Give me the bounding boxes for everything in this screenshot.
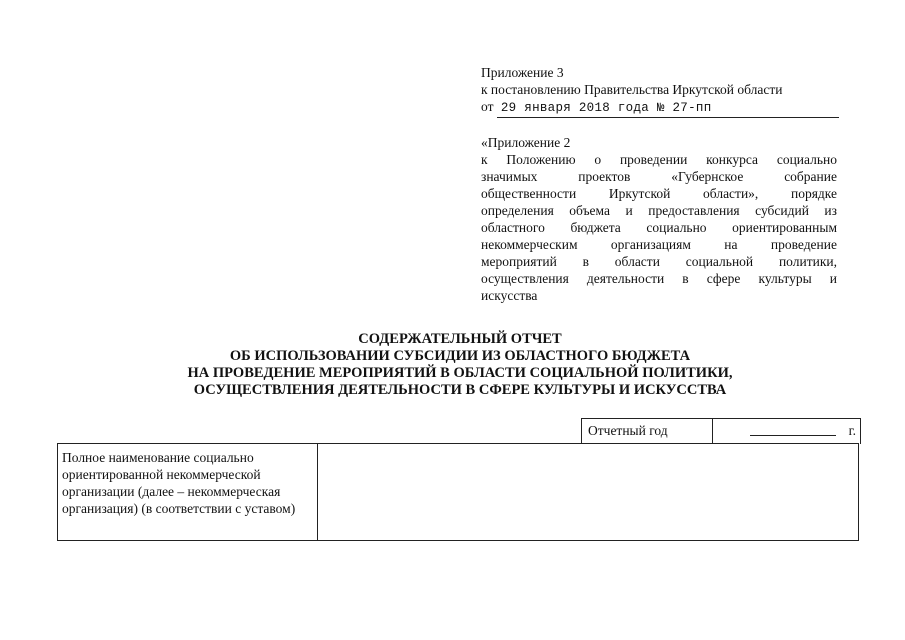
appendix3-title: Приложение 3 <box>481 65 564 80</box>
appendix2-line: общественности Иркутской области», порядке <box>481 186 837 201</box>
spacer <box>481 117 837 134</box>
report-year-row <box>581 418 861 444</box>
report-title <box>120 331 800 399</box>
date-prefix: от <box>481 99 494 114</box>
appendix2-line: осуществления деятельности в сфере культуры и <box>481 271 837 286</box>
date-underline <box>497 117 839 118</box>
report-year-blank[interactable] <box>750 435 836 436</box>
appendix2-line: мероприятий в области социальной политики, <box>481 254 837 269</box>
appendix2-line: искусства <box>481 288 538 303</box>
report-title-line: НА ПРОВЕДЕНИЕ МЕРОПРИЯТИЙ В ОБЛАСТИ СОЦИАЛЬНОЙ ПОЛИТИКИ, <box>187 365 733 381</box>
appendix2-line: определения объема и предоставления субсидий из <box>481 203 837 218</box>
date-stamp <box>497 98 827 117</box>
appendix2-line: к Положению о проведении конкурса социально <box>481 152 837 167</box>
date-number: 29 января 2018 года № 27-пп <box>500 101 712 115</box>
report-year-label: Отчетный год <box>582 419 713 444</box>
org-table <box>57 443 859 541</box>
report-year-field[interactable] <box>713 419 860 444</box>
report-title-line: СОДЕРЖАТЕЛЬНЫЙ ОТЧЕТ <box>358 331 562 347</box>
org-name-label: Полное наименование социально ориентированной некоммерческой организации (далее – некоммерческая организация) (в соответствии с уставом) <box>58 444 318 540</box>
report-title-line: ОБ ИСПОЛЬЗОВАНИИ СУБСИДИИ ИЗ ОБЛАСТНОГО БЮДЖЕТА <box>229 348 691 364</box>
appendix2-line: некоммерческим организациям на проведение <box>481 237 837 252</box>
appendix2-title: «Приложение 2 <box>481 135 571 150</box>
appendix3-date-line <box>481 98 837 117</box>
report-year-suffix: г. <box>848 423 856 438</box>
org-name-value[interactable] <box>318 444 858 540</box>
appendix-header <box>481 64 837 304</box>
appendix2-line: значимых проектов «Губернское собрание <box>481 169 837 184</box>
report-title-line: ОСУЩЕСТВЛЕНИЯ ДЕЯТЕЛЬНОСТИ В СФЕРЕ КУЛЬТУРЫ И ИСКУССТВА <box>193 382 727 398</box>
appendix2-line: областного бюджета социально ориентированным <box>481 220 837 235</box>
appendix3-resolution: к постановлению Правительства Иркутской области <box>481 82 783 97</box>
